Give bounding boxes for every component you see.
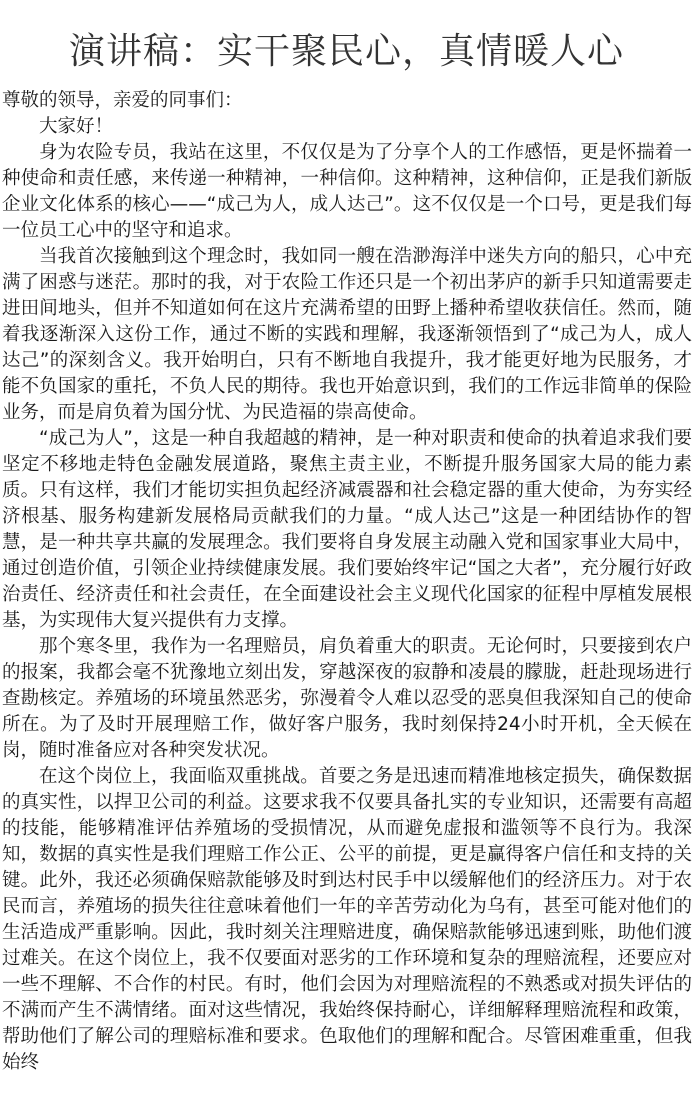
salutation: 尊敬的领导，亲爱的同事们： [2, 90, 243, 111]
paragraph: 在这个岗位上，我面临双重挑战。首要之务是迅速而精准地核定损失，确保数据的真实性，以捍卫公司的利益。这要求我不仅要具备扎实的专业知识，还需要有高超的技能，能够精准评估养殖场的受损情况，从而避免虚报和滥领等不良行为。我深知，数据的真实性是我们理赔工作公正、公平的前提，更是赢得客户信任和支持的关键。此外，我还必须确保赔款能够及时到达村民手中以缓解他们的经济压力。对于农民而言，养殖场的损失往往意味着他们一年的辛苦劳动化为乌有，甚至可能对他们的生活造成严重影响。因此，我时刻关注理赔进度，确保赔款能够迅速到账，助他们渡过难关。在这个岗位上，我不仅要面对恶劣的工作环境和复杂的理赔流程，还要应对一些不理解、不合作的村民。有时，他们会因为对理赔流程的不熟悉或对损失评估的不满而产生不满情绪。面对这些情况，我始终保持耐心，详细解释理赔流程和政策，帮助他们了解公司的理赔标准和要求。色取他们的理解和配合。尽管困难重重，但我始终 [2, 766, 692, 1073]
paragraph: 当我首次接触到这个理念时，我如同一艘在浩渺海洋中迷失方向的船只，心中充满了困惑与迷茫。那时的我，对于农险工作还只是一个初出茅庐的新手只知道需要走进田间地头，但并不知道如何在这片充满希望的田野上播种希望收获信任。然而，随着我逐渐深入这份工作，通过不断的实践和理解，我逐渐领悟到了“成己为人，成人达己”的深刻含义。我开始明白，只有不断地自我提升，我才能更好地为民服务，才能不负国家的重托，不负人民的期待。我也开始意识到，我们的工作远非简单的保险业务，而是肩负着为国分忧、为民造福的崇高使命。 [2, 246, 692, 423]
document-body [0, 88, 693, 1076]
paragraph: 那个寒冬里，我作为一名理赔员，肩负着重大的职责。无论何时，只要接到农户的报案，我都会毫不犹豫地立刻出发，穿越深夜的寂静和凌晨的朦胧，赶赴现场进行查勘核定。养殖场的环境虽然恶劣，弥漫着令人难以忍受的恶臭但我深知自己的使命所在。为了及时开展理赔工作，做好客户服务，我时刻保持24小时开机，全天候在岗，随时准备应对各种突发状况。 [2, 636, 692, 761]
document-title: 演讲稿：实干聚民心，真情暖人心 [68, 31, 624, 72]
paragraph: “成己为人”，这是一种自我超越的精神，是一种对职责和使命的执着追求我们要坚定不移地走特色金融发展道路，聚焦主责主业，不断提升服务国家大局的能力素质。只有这样，我们才能切实担负起经济减震器和社会稳定器的重大使命，为夯实经济根基、服务构建新发展格局贡献我们的力量。“成人达己”这是一种团结协作的智慧，是一种共享共赢的发展理念。我们要将自身发展主动融入党和国家事业大局中，通过创造价值，引领企业持续健康发展。我们要始终牢记“国之大者”，充分履行好政治责任、经济责任和社会责任，在全面建设社会主义现代化国家的征程中厚植发展根基，为实现伟大复兴提供有力支撑。 [2, 428, 692, 631]
paragraph: 大家好！ [39, 116, 114, 137]
paragraph: 身为农险专员，我站在这里，不仅仅是为了分享个人的工作感悟，更是怀揣着一种使命和责任感，来传递一种精神，一种信仰。这种精神，这种信仰，正是我们新版企业文化体系的核心——“成己为人，成人达己”。这不仅仅是一个口号，更是我们每一位员工心中的坚守和追求。 [2, 142, 692, 241]
